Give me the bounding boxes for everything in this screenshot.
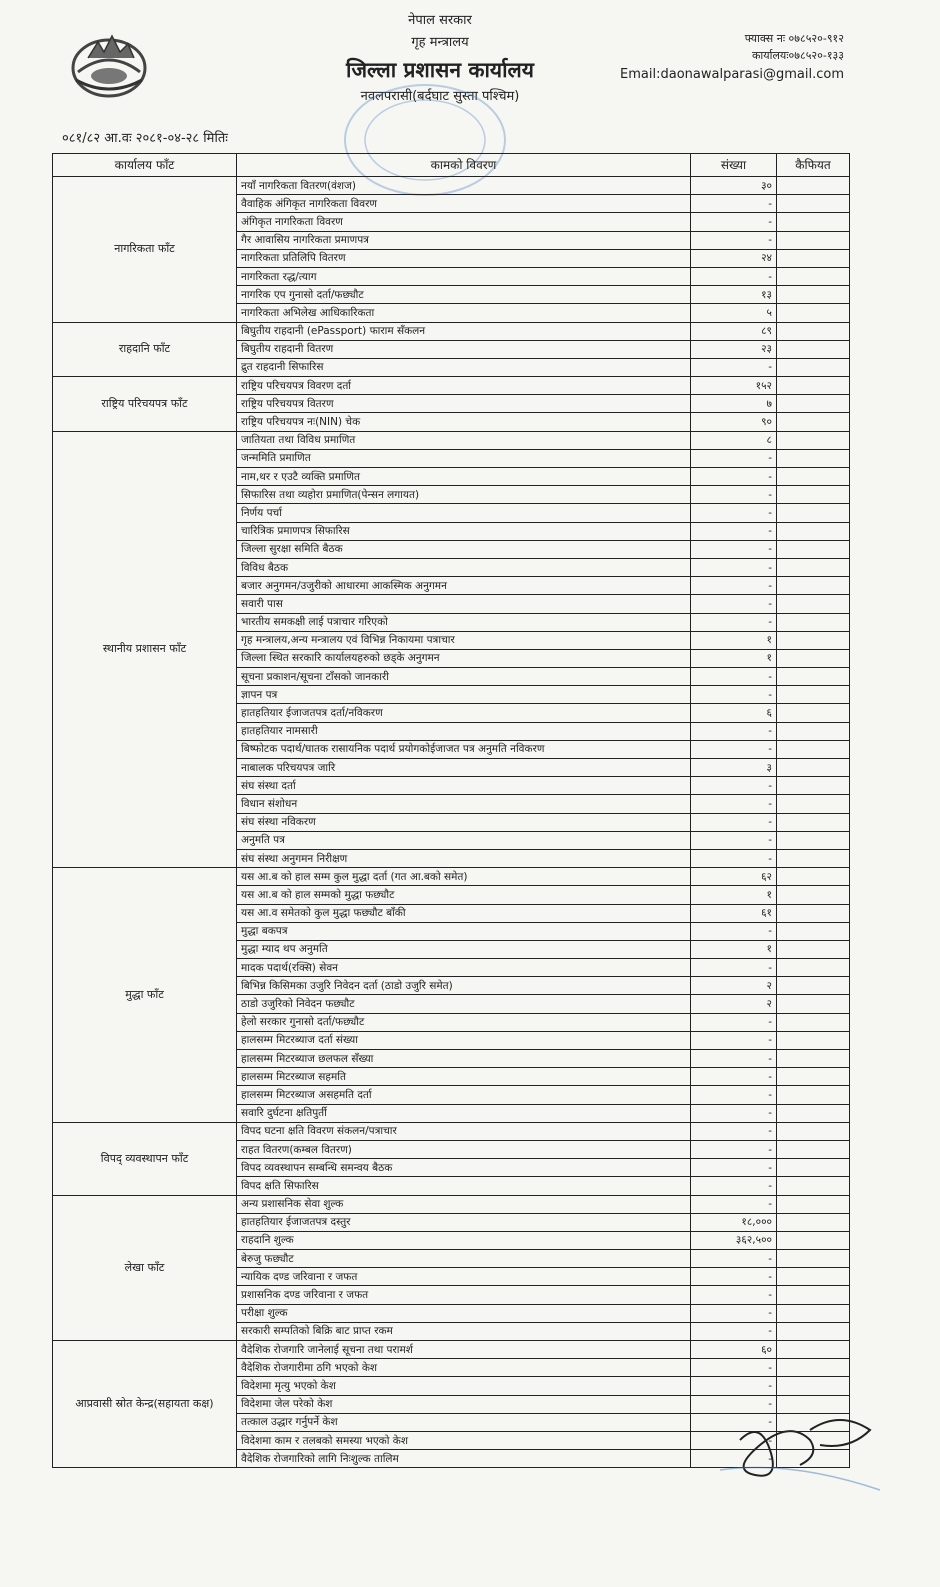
- row-description: विपद व्यवस्थापन सम्बन्धि समन्वय बैठक: [237, 1159, 691, 1177]
- header-remarks: कैफियत: [777, 154, 850, 177]
- row-remarks: [777, 231, 850, 249]
- row-remarks: [777, 486, 850, 504]
- nepal-emblem-icon: [68, 28, 150, 100]
- table-row: [53, 1195, 850, 1213]
- row-description: विपद घटना क्षति विवरण संकलन/पत्राचार: [237, 1122, 691, 1140]
- row-description: बिष्फोटक पदार्थ/घातक रासायनिक पदार्थ प्रयोगकोईजाजत पत्र अनुमति नविकरण: [237, 740, 691, 758]
- row-description: वैदेशिक रोजगारि जानेलाई सूचना तथा परामर्श: [237, 1341, 691, 1359]
- row-remarks: [777, 1031, 850, 1049]
- row-description: नागरिकता रद्ध/त्याग: [237, 267, 691, 285]
- row-count: -: [691, 1413, 777, 1431]
- row-remarks: [777, 304, 850, 322]
- section-name: विपद् व्यवस्थापन फाँट: [53, 1122, 237, 1195]
- row-remarks: [777, 1013, 850, 1031]
- row-count: -: [691, 1322, 777, 1340]
- row-remarks: [777, 1250, 850, 1268]
- row-remarks: [777, 1068, 850, 1086]
- row-count: -: [691, 1359, 777, 1377]
- row-remarks: [777, 449, 850, 467]
- section-name: आप्रवासी स्रोत केन्द्र(सहायता कक्ष): [53, 1341, 237, 1468]
- row-description: बिघुतीय राहदानी (ePassport) फाराम सँकलन: [237, 322, 691, 340]
- government-label: नेपाल सरकार: [408, 13, 472, 28]
- row-remarks: [777, 1159, 850, 1177]
- row-count: -: [691, 849, 777, 867]
- row-remarks: [777, 504, 850, 522]
- row-remarks: [777, 704, 850, 722]
- row-description: नागरिकता प्रतिलिपि वितरण: [237, 249, 691, 267]
- row-count: -: [691, 231, 777, 249]
- row-remarks: [777, 813, 850, 831]
- row-remarks: [777, 1213, 850, 1231]
- row-remarks: [777, 849, 850, 867]
- row-description: विदेशमा मृत्यु भएको केश: [237, 1377, 691, 1395]
- row-count: ७: [691, 395, 777, 413]
- row-count: -: [691, 1086, 777, 1104]
- row-description: जन्ममिति प्रमाणित: [237, 449, 691, 467]
- row-description: नाम,थर र एउटै व्यक्ति प्रमाणित: [237, 468, 691, 486]
- row-description: यस आ.ब को हाल सम्म कुल मुद्धा दर्ता (गत आ.बको समेत): [237, 868, 691, 886]
- row-description: सवारी पास: [237, 595, 691, 613]
- row-count: -: [691, 1013, 777, 1031]
- row-remarks: [777, 358, 850, 376]
- row-remarks: [777, 377, 850, 395]
- row-count: -: [691, 1068, 777, 1086]
- row-remarks: [777, 1341, 850, 1359]
- contact-info: [620, 30, 844, 86]
- row-description: यस आ.व समेतको कुल मुद्धा फछ्यौट बाँकी: [237, 904, 691, 922]
- row-remarks: [777, 431, 850, 449]
- row-description: विपद क्षति सिफारिस: [237, 1177, 691, 1195]
- row-description: हेलो सरकार गुनासो दर्ता/फछ्यौट: [237, 1013, 691, 1031]
- row-remarks: [777, 922, 850, 940]
- row-remarks: [777, 1359, 850, 1377]
- row-description: गृह मन्त्रालय,अन्य मन्त्रालय एवं विभिन्न निकायमा पत्राचार: [237, 631, 691, 649]
- row-description: न्यायिक दण्ड जरिवाना र जफत: [237, 1268, 691, 1286]
- row-count: -: [691, 1395, 777, 1413]
- header-section: कार्यालय फाँट: [53, 154, 237, 177]
- letterhead: [0, 0, 940, 150]
- row-count: ६१: [691, 904, 777, 922]
- row-remarks: [777, 577, 850, 595]
- table-body: [53, 177, 850, 1468]
- row-remarks: [777, 267, 850, 285]
- row-count: १: [691, 886, 777, 904]
- row-count: -: [691, 449, 777, 467]
- row-remarks: [777, 1268, 850, 1286]
- row-description: वैदेशिक रोजगारिको लागि निःशुल्क तालिम: [237, 1450, 691, 1468]
- row-count: -: [691, 267, 777, 285]
- row-count: -: [691, 1104, 777, 1122]
- row-description: ठाडो उजुरिको निवेदन फछ्यौट: [237, 995, 691, 1013]
- row-remarks: [777, 868, 850, 886]
- row-count: २: [691, 995, 777, 1013]
- row-count: -: [691, 922, 777, 940]
- table-row: [53, 1341, 850, 1359]
- row-description: हालसम्म मिटरब्याज सहमति: [237, 1068, 691, 1086]
- row-count: -: [691, 1286, 777, 1304]
- row-count: ५: [691, 304, 777, 322]
- row-remarks: [777, 1177, 850, 1195]
- row-description: राष्ट्रिय परिचयपत्र विवरण दर्ता: [237, 377, 691, 395]
- fax-number: फ्याक्स नः ०७८५२०-९१२: [744, 32, 844, 45]
- row-description: जिल्ला सुरक्षा समिति बैठक: [237, 540, 691, 558]
- row-remarks: [777, 1304, 850, 1322]
- row-remarks: [777, 1104, 850, 1122]
- row-remarks: [777, 340, 850, 358]
- row-remarks: [777, 413, 850, 431]
- phone-number: कार्यालयः०७८५२०-१३३: [751, 49, 844, 62]
- row-description: द्रुत राहदानी सिफारिस: [237, 358, 691, 376]
- row-description: गैर आवासिय नागरिकता प्रमाणपत्र: [237, 231, 691, 249]
- row-count: -: [691, 1304, 777, 1322]
- row-count: ३०: [691, 177, 777, 195]
- row-count: १: [691, 631, 777, 649]
- row-count: -: [691, 540, 777, 558]
- row-description: जिल्ला स्थित सरकारि कार्यालयहरुको छड्के अनुगमन: [237, 649, 691, 667]
- row-count: -: [691, 195, 777, 213]
- row-count: -: [691, 831, 777, 849]
- row-count: २४: [691, 249, 777, 267]
- row-count: ८: [691, 431, 777, 449]
- row-description: हातहतियार ईजाजतपत्र दस्तुर: [237, 1213, 691, 1231]
- row-remarks: [777, 649, 850, 667]
- row-count: ८९: [691, 322, 777, 340]
- row-count: १८,०००: [691, 1213, 777, 1231]
- row-count: -: [691, 1250, 777, 1268]
- row-count: १३: [691, 286, 777, 304]
- row-count: -: [691, 558, 777, 576]
- row-remarks: [777, 213, 850, 231]
- signature-stamp-icon: [700, 1400, 910, 1520]
- progress-report-table: [52, 153, 850, 1468]
- row-description: बिघुतीय राहदानी वितरण: [237, 340, 691, 358]
- row-count: -: [691, 1195, 777, 1213]
- row-remarks: [777, 1195, 850, 1213]
- row-description: वैवाहिक अंगिकृत नागरिकता विवरण: [237, 195, 691, 213]
- row-description: अनुमति पत्र: [237, 831, 691, 849]
- row-description: तत्काल उद्धार गर्नुपर्ने केश: [237, 1413, 691, 1431]
- row-remarks: [777, 1286, 850, 1304]
- row-count: -: [691, 595, 777, 613]
- row-count: -: [691, 613, 777, 631]
- row-count: ९०: [691, 413, 777, 431]
- table-row: [53, 1122, 850, 1140]
- row-count: -: [691, 577, 777, 595]
- row-remarks: [777, 1122, 850, 1140]
- row-count: २३: [691, 340, 777, 358]
- row-description: नागरिक एप गुनासो दर्ता/फछ्यौट: [237, 286, 691, 304]
- row-description: हालसम्म मिटरब्याज छलफल सँख्या: [237, 1050, 691, 1068]
- table-row: [53, 431, 850, 449]
- table-header-row: [53, 154, 850, 177]
- row-description: नाबालक परिचयपत्र जारि: [237, 759, 691, 777]
- row-description: विदेशमा काम र तलबको समस्या भएको केश: [237, 1431, 691, 1449]
- row-description: सूचना प्रकाशन/सूचना टाँसको जानकारी: [237, 668, 691, 686]
- ministry-label: गृह मन्त्रालय: [411, 35, 469, 50]
- section-name: नागरिकता फाँट: [53, 177, 237, 323]
- row-remarks: [777, 959, 850, 977]
- row-description: राहत वितरण(कम्बल वितरण): [237, 1140, 691, 1158]
- row-description: बेरुजु फछ्यौट: [237, 1250, 691, 1268]
- row-count: ६०: [691, 1341, 777, 1359]
- fiscal-year-date: ०८१/८२ आ.वः २०८१-०४-२८ मितिः: [62, 131, 228, 146]
- row-remarks: [777, 722, 850, 740]
- row-count: १: [691, 649, 777, 667]
- row-description: संघ संस्था नविकरण: [237, 813, 691, 831]
- row-count: -: [691, 504, 777, 522]
- section-name: स्थानीय प्रशासन फाँट: [53, 431, 237, 868]
- row-description: नागरिकता अभिलेख आधिकारिकता: [237, 304, 691, 322]
- row-remarks: [777, 668, 850, 686]
- row-remarks: [777, 740, 850, 758]
- row-count: -: [691, 959, 777, 977]
- row-count: -: [691, 358, 777, 376]
- row-description: बिभिन्न किसिमका उजुरि निवेदन दर्ता (ठाडो उजुरि समेत): [237, 977, 691, 995]
- row-remarks: [777, 886, 850, 904]
- row-count: -: [691, 1050, 777, 1068]
- row-count: -: [691, 813, 777, 831]
- row-count: -: [691, 740, 777, 758]
- row-remarks: [777, 195, 850, 213]
- row-remarks: [777, 940, 850, 958]
- row-description: हालसम्म मिटरब्याज दर्ता संख्या: [237, 1031, 691, 1049]
- row-description: सिफारिस तथा व्यहोरा प्रमाणित(पेन्सन लगायत): [237, 486, 691, 504]
- row-count: -: [691, 1159, 777, 1177]
- row-description: सरकारी सम्पतिको बिक्रि बाट प्राप्त रकम: [237, 1322, 691, 1340]
- row-description: राष्ट्रिय परिचयपत्र नः(NIN) चेक: [237, 413, 691, 431]
- row-count: -: [691, 1122, 777, 1140]
- row-description: मुद्धा बकपत्र: [237, 922, 691, 940]
- row-remarks: [777, 1322, 850, 1340]
- row-description: चारित्रिक प्रमाणपत्र सिफारिस: [237, 522, 691, 540]
- row-remarks: [777, 1086, 850, 1104]
- row-count: -: [691, 213, 777, 231]
- row-description: प्रशासनिक दण्ड जरिवाना र जफत: [237, 1286, 691, 1304]
- row-count: -: [691, 1431, 777, 1449]
- row-description: वैदेशिक रोजगारीमा ठगि भएको केश: [237, 1359, 691, 1377]
- row-description: हातहतियार नामसारी: [237, 722, 691, 740]
- row-count: -: [691, 468, 777, 486]
- row-remarks: [777, 249, 850, 267]
- row-remarks: [777, 522, 850, 540]
- row-description: हालसम्म मिटरब्याज असहमति दर्ता: [237, 1086, 691, 1104]
- row-description: विविध बैठक: [237, 558, 691, 576]
- row-count: ६: [691, 704, 777, 722]
- row-description: विधान संशोधन: [237, 795, 691, 813]
- row-count: ३६२,५००: [691, 1231, 777, 1249]
- section-name: लेखा फाँट: [53, 1195, 237, 1341]
- row-description: राष्ट्रिय परिचयपत्र वितरण: [237, 395, 691, 413]
- row-count: -: [691, 486, 777, 504]
- table-row: [53, 377, 850, 395]
- row-count: -: [691, 1031, 777, 1049]
- row-remarks: [777, 831, 850, 849]
- row-description: अंगिकृत नागरिकता विवरण: [237, 213, 691, 231]
- row-remarks: [777, 177, 850, 195]
- row-remarks: [777, 904, 850, 922]
- row-remarks: [777, 777, 850, 795]
- row-count: १५२: [691, 377, 777, 395]
- row-count: -: [691, 1450, 777, 1468]
- row-description: राहदानि शुल्क: [237, 1231, 691, 1249]
- section-name: राष्ट्रिय परिचयपत्र फाँट: [53, 377, 237, 432]
- row-count: २: [691, 977, 777, 995]
- row-remarks: [777, 322, 850, 340]
- row-description: परीक्षा शुल्क: [237, 1304, 691, 1322]
- row-description: यस आ.ब को हाल सम्मको मुद्धा फछ्यौट: [237, 886, 691, 904]
- row-remarks: [777, 540, 850, 558]
- email-address: Email:daonawalparasi@gmail.com: [620, 67, 844, 82]
- row-description: अन्य प्रशासनिक सेवा शुल्क: [237, 1195, 691, 1213]
- row-description: मादक पदार्थ(रक्सि) सेवन: [237, 959, 691, 977]
- row-count: -: [691, 1177, 777, 1195]
- table-row: [53, 177, 850, 195]
- row-count: -: [691, 668, 777, 686]
- table-row: [53, 322, 850, 340]
- row-count: -: [691, 722, 777, 740]
- row-count: -: [691, 1140, 777, 1158]
- row-description: सवारि दुर्घटना क्षतिपुर्ती: [237, 1104, 691, 1122]
- section-name: मुद्धा फाँट: [53, 868, 237, 1123]
- row-remarks: [777, 631, 850, 649]
- row-count: ६२: [691, 868, 777, 886]
- header-description: कामको विवरण: [237, 154, 691, 177]
- row-description: बजार अनुगमन/उजुरीको आधारमा आकस्मिक अनुगमन: [237, 577, 691, 595]
- header-count: संख्या: [691, 154, 777, 177]
- row-remarks: [777, 286, 850, 304]
- row-remarks: [777, 613, 850, 631]
- row-remarks: [777, 1377, 850, 1395]
- row-remarks: [777, 977, 850, 995]
- row-count: ३: [691, 759, 777, 777]
- row-remarks: [777, 795, 850, 813]
- row-remarks: [777, 595, 850, 613]
- row-remarks: [777, 468, 850, 486]
- row-count: -: [691, 1268, 777, 1286]
- row-description: संघ संस्था अनुगमन निरीक्षण: [237, 849, 691, 867]
- section-name: राहदानि फाँट: [53, 322, 237, 377]
- row-description: हातहतियार ईजाजतपत्र दर्ता/नविकरण: [237, 704, 691, 722]
- row-count: -: [691, 795, 777, 813]
- row-description: नयाँ नागरिकता वितरण(वंशज): [237, 177, 691, 195]
- row-description: विदेशमा जेल परेको केश: [237, 1395, 691, 1413]
- office-title: जिल्ला प्रशासन कार्यालय: [346, 58, 534, 82]
- row-description: निर्णय पर्चा: [237, 504, 691, 522]
- row-count: -: [691, 522, 777, 540]
- row-remarks: [777, 558, 850, 576]
- row-remarks: [777, 759, 850, 777]
- row-description: जातियता तथा विविध प्रमाणित: [237, 431, 691, 449]
- row-description: मुद्धा म्याद थप अनुमति: [237, 940, 691, 958]
- row-remarks: [777, 1140, 850, 1158]
- table-row: [53, 868, 850, 886]
- row-description: संघ संस्था दर्ता: [237, 777, 691, 795]
- row-description: भारतीय समकक्षी लाई पत्राचार गरिएको: [237, 613, 691, 631]
- row-remarks: [777, 1231, 850, 1249]
- row-remarks: [777, 395, 850, 413]
- row-remarks: [777, 995, 850, 1013]
- row-remarks: [777, 686, 850, 704]
- office-location: नवलपरासी(बर्दघाट सुस्ता पश्चिम): [360, 89, 520, 104]
- row-remarks: [777, 1050, 850, 1068]
- row-count: -: [691, 686, 777, 704]
- row-count: -: [691, 1377, 777, 1395]
- row-count: १: [691, 940, 777, 958]
- row-count: -: [691, 777, 777, 795]
- row-description: ज्ञापन पत्र: [237, 686, 691, 704]
